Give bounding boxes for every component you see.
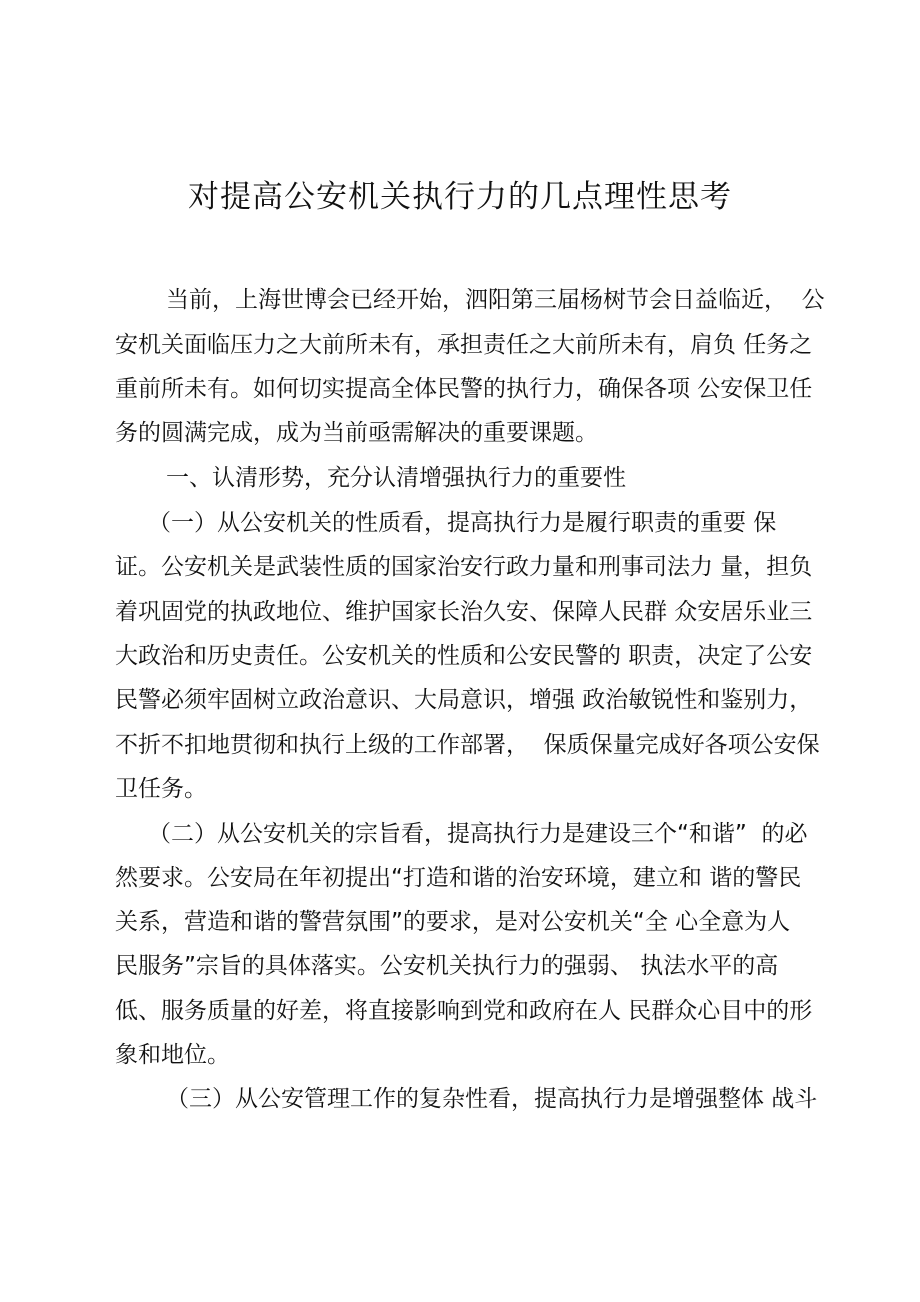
paragraph-line: 卫任务。 bbox=[115, 776, 207, 802]
paragraph-line: 着巩固党的执政地位、维护国家长治久安、保障人民群 众安居乐业三 bbox=[115, 599, 813, 625]
paragraph-line: 大政治和历史责任。公安机关的性质和公安民警的 职责，决定了公安 bbox=[115, 643, 813, 669]
paragraph-line: 安机关面临压力之大前所未有，承担责任之大前所未有，肩负 任务之 bbox=[115, 332, 813, 358]
paragraph-line: （二）从公安机关的宗旨看，提高执行力是建设三个“和谐” 的必 bbox=[148, 821, 808, 847]
paragraph-line: 关系，营造和谐的警营氛围”的要求，是对公安机关“全 心全意为人 bbox=[115, 909, 791, 935]
paragraph-line: 低、服务质量的好差，将直接影响到党和政府在人 民群众心目中的形 bbox=[115, 998, 813, 1024]
document-title: 对提高公安机关执行力的几点理性思考 bbox=[188, 179, 732, 215]
paragraph-line: 然要求。公安局在年初提出“打造和谐的治安环境，建立和 谐的警民 bbox=[115, 865, 802, 891]
paragraph-line: 民警必须牢固树立政治意识、大局意识，增强 政治敏锐性和鉴别力， bbox=[115, 687, 813, 713]
paragraph-line: 证。公安机关是武装性质的国家治安行政力量和刑事司法力 量，担负 bbox=[115, 554, 813, 580]
paragraph-line: （三）从公安管理工作的复杂性看，提高执行力是增强整体 战斗 bbox=[166, 1086, 818, 1112]
paragraph-line: 当前，上海世博会已经开始，泗阳第三届杨树节会日益临近， 公 bbox=[166, 287, 825, 313]
paragraph-line: 民服务”宗旨的具体落实。公安机关执行力的强弱、 执法水平的高 bbox=[115, 953, 779, 979]
paragraph-line: 重前所未有。如何切实提高全体民警的执行力，确保各项 公安保卫任 bbox=[115, 376, 813, 402]
paragraph-line: 务的圆满完成，成为当前亟需解决的重要课题。 bbox=[115, 420, 598, 446]
paragraph-line: 不折不扣地贯彻和执行上级的工作部署， 保质保量完成好各项公安保 bbox=[115, 732, 820, 758]
section-heading: 一、认清形势，充分认清增强执行力的重要性 bbox=[166, 465, 626, 491]
paragraph-line: 象和地位。 bbox=[115, 1042, 230, 1068]
paragraph-line: （一）从公安机关的性质看，提高执行力是履行职责的重要 保 bbox=[148, 510, 777, 536]
